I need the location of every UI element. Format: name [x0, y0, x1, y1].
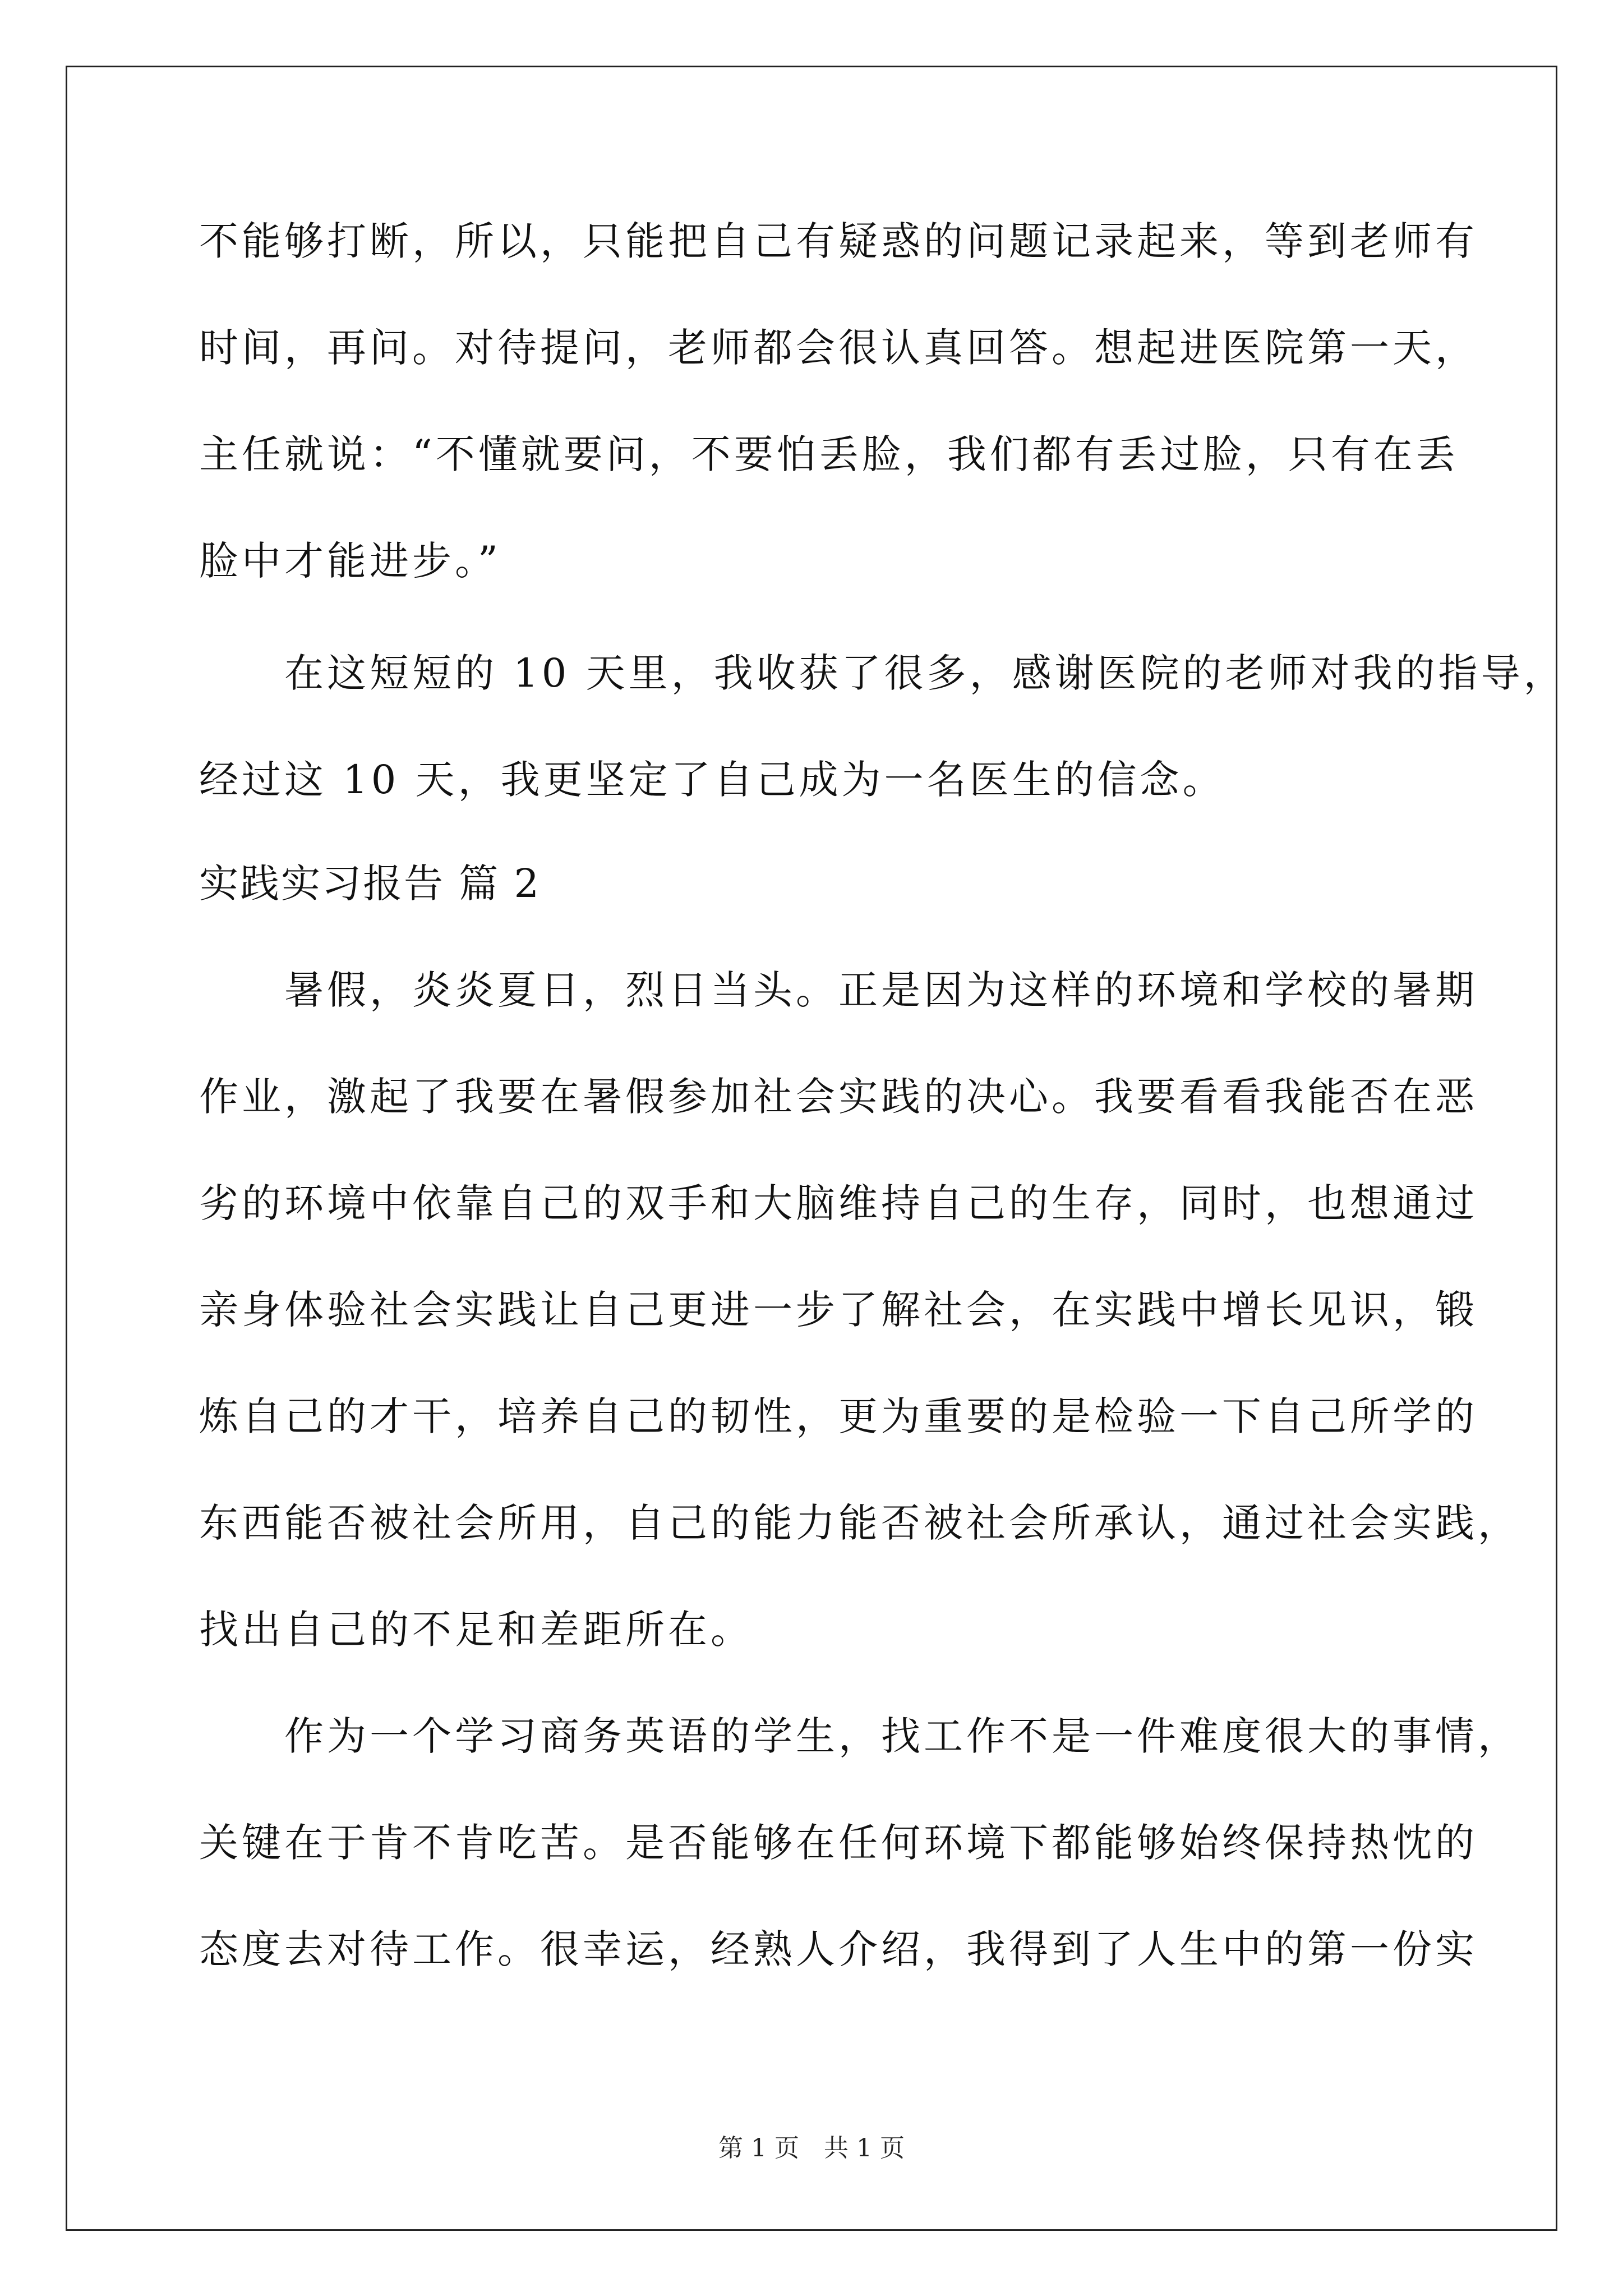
- text-line: 劣的环境中依靠自己的双手和大脑维持自己的生存，同时，也想通过: [199, 1180, 1478, 1226]
- text-line: 脸中才能进步。”: [199, 538, 501, 584]
- text-line: 关键在于肯不肯吃苦。是否能够在任何环境下都能够始终保持热忱的: [199, 1820, 1478, 1866]
- text-line: 主任就说：“不懂就要问，不要怕丢脸，我们都有丢过脸，只有在丢: [199, 431, 1459, 477]
- text-line: 不能够打断，所以，只能把自己有疑惑的问题记录起来，等到老师有: [199, 218, 1478, 264]
- text-line: 时间，再问。对待提问，老师都会很认真回答。想起进医院第一天，: [199, 325, 1478, 371]
- text-line: 炼自己的才干，培养自己的韧性，更为重要的是检验一下自己所学的: [199, 1393, 1478, 1439]
- text-line: 作业，激起了我要在暑假参加社会实践的决心。我要看看我能否在恶: [199, 1074, 1478, 1120]
- text-line: 东西能否被社会所用，自己的能力能否被社会所承认，通过社会实践，: [199, 1500, 1520, 1546]
- page-number: 第 1 页 共 1 页: [718, 2134, 905, 2162]
- text-line: 暑假，炎炎夏日，烈日当头。正是因为这样的环境和学校的暑期: [199, 967, 1478, 1013]
- text-line: 经过这 10 天，我更坚定了自己成为一名医生的信念。: [199, 757, 1225, 803]
- text-line: 态度去对待工作。很幸运，经熟人介绍，我得到了人生中的第一份实: [199, 1926, 1478, 1972]
- page-frame: [66, 66, 1557, 2231]
- text-line: 找出自己的不足和差距所在。: [199, 1607, 753, 1653]
- section-heading: 实践实习报告 篇 2: [199, 861, 541, 907]
- text-line: 作为一个学习商务英语的学生，找工作不是一件难度很大的事情，: [199, 1713, 1520, 1759]
- text-line: 亲身体验社会实践让自己更进一步了解社会，在实践中增长见识，锻: [199, 1287, 1478, 1333]
- text-line: 在这短短的 10 天里，我收获了很多，感谢医院的老师对我的指导，: [199, 650, 1566, 696]
